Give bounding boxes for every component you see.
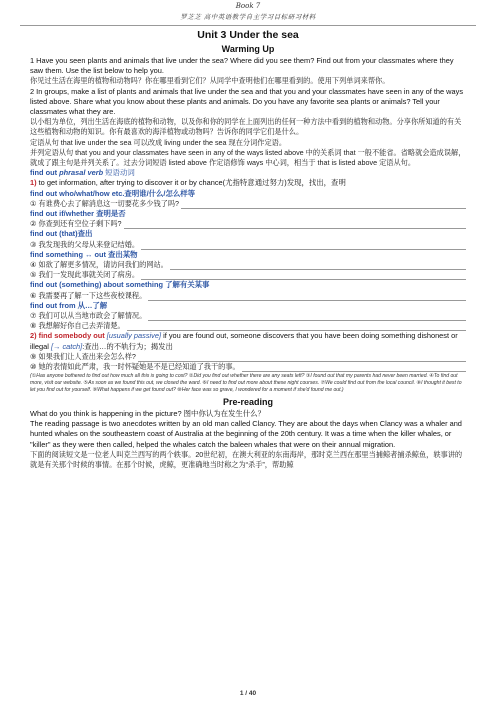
answer-line[interactable]: [141, 242, 466, 250]
example-4: [30, 260, 466, 270]
question-1-cn: 你见过生活在海里的植物和动物吗？你在哪里看到它们？从同学中查明他们在哪里看到的。使用下列单词来帮你。: [30, 76, 390, 86]
phrasal-heading: [30, 168, 466, 178]
answer-line[interactable]: [181, 201, 466, 209]
example-3-text: ③ 我发现我的父母从来登记结婚。: [30, 239, 140, 249]
pattern-5: find out (something) about something 了解有关某事: [30, 280, 210, 290]
phrasal-heading-cn: 短语动词: [103, 168, 135, 178]
pre-reading-passage-en: The reading passage is two anecdotes written by an old man called Clancy. They are about the days when Clancy was a whaler and hunted whales on the southeastern coast of Australia at the beginning of the 20th century. It was a time when the killer whales, or "killer" as they were then called, helped the whales catch the baleen whales that were on their annual migration.: [30, 419, 462, 449]
example-7: [30, 311, 466, 321]
grammar-note-1: 定语从句 that live under the sea 可以改成 living under the sea 现在分词作定语。: [30, 137, 287, 147]
definition-2-cn: :查出…的不轨行为；揭发出: [82, 341, 173, 351]
example-2: [30, 219, 466, 229]
definition-2-label: 2) find somebody out: [30, 331, 105, 341]
answer-line[interactable]: [141, 272, 466, 280]
definition-2-cross-ref: [→ catch]: [50, 341, 83, 351]
pre-reading-passage-cn: 下面的阅读短文是一位老人叫克兰西写的两个轶事。20世纪初，在澳大利亚的东南海岸，那时克兰西在那里当捕鲸者捕杀鲸鱼，轶事讲的就是有关那个时候的事情。在那个时候，虎鲸，更准确地当时称之为“杀手”，帮助鲸: [30, 449, 463, 470]
definition-2: [30, 331, 466, 351]
example-10-text: ⑩ 她的表情如此严肃，我一时怀疑她是不是已经知道了我干的事。: [30, 362, 240, 372]
pattern-3: find out (that)查出: [30, 229, 93, 239]
example-8-text: ⑧ 我想解好你自己去弄清楚。: [30, 321, 125, 331]
pattern-6: find out from 从…了解: [30, 300, 108, 310]
pattern-2: find out if/whether 查明是否: [30, 209, 126, 219]
definition-1: [30, 178, 466, 188]
example-9-text: ⑨ 如果我们让人查出来会怎么样?: [30, 351, 136, 361]
question-2-en: 2 In groups, make a list of plants and animals that live under the sea and that you and your classmates have seen in any of the ways listed above. Share what you know about these plants and animals. Do you have any favorite sea plants or animals? Tell your classmates what they are.: [30, 86, 464, 117]
header-book: Book 7: [235, 2, 261, 10]
example-6-text: ⑥ 我需要再了解一下这些夜校课程。: [30, 290, 147, 300]
example-9: [30, 352, 466, 362]
header-divider: [20, 25, 476, 26]
answer-line[interactable]: [138, 354, 466, 362]
definition-1-number: 1): [30, 178, 37, 188]
question-2-cn: 以小组为单位，列出生活在海底的植物和动物，以及你和你的同学在上面列出的任何一种方法中看到的植物和动物。分享你所知道的有关这些植物和动物的知识。你有最喜欢的海洋植物或动物吗？告诉你的同学它们是什么。: [30, 117, 462, 137]
answer-key: (①Has anyone bothered to find out how much all this is going to cost? ②Did you find out whether there are any seats left? ③I found out that my parents had never been married. ④To find out more, visit our website. ⑤As soon as we found this out, we closed the ward. ⑥I need to find out more about these night courses. ⑦We could find out from the local council. ⑧I thought it best to let you find out for yourself. ⑨What happens if we get found out? ⑩Her face was so grave, I wondered for a moment if she'd found me out.): [30, 373, 462, 394]
answer-line[interactable]: [148, 313, 466, 321]
answer-line[interactable]: [124, 221, 466, 229]
page-number: 1 / 40: [239, 690, 257, 697]
definition-2-text: if you are found out, someone discovers that you have been doing something dishonest or illegal: [30, 331, 458, 351]
answer-line[interactable]: [170, 262, 466, 270]
phrasal-heading-type: phrasal verb: [59, 168, 104, 178]
definition-2-usage-tag: [usually passive]: [106, 331, 162, 341]
answer-line[interactable]: [148, 293, 466, 301]
question-1-en: 1 Have you seen plants and animals that live under the sea? Where did you see them? Find out from your classmates where they saw them. Use the list below to help you.: [30, 56, 454, 76]
example-1-text: ① 有谁费心去了解消息这一切要花多少钱了吗?: [30, 198, 180, 208]
grammar-note-2: 并列定语从句 that you and your classmates have seen in any of the ways listed above 中的关系词 that 一般不能省。省略就会造成误解，就成了跟主句是并列关系了。过去分词短语 listed above 作定语修饰 ways 中心词，相当于 that is listed above 定语从句。: [30, 147, 466, 168]
example-5: [30, 270, 466, 280]
definition-1-text: to get information, after trying to discover it or by chance(尤指特意通过努力)发现，找出，查明: [36, 178, 346, 188]
pattern-1: find out who/what/how etc.查明谁/什么/怎么样等: [30, 188, 196, 198]
example-7-text: ⑦ 我们可以从当地市政会了解情况。: [30, 311, 147, 321]
example-10: [30, 362, 466, 372]
example-3: [30, 240, 466, 250]
example-1: [30, 199, 466, 209]
header-subtitle: 罗芝芝 高中英语教学自主学习目标研习材料: [180, 13, 316, 21]
phrasal-heading-label: find out: [30, 168, 60, 178]
example-2-text: ② 你查到还有空位子剩下吗?: [30, 219, 122, 229]
section-warming-up: Warming Up: [221, 44, 275, 54]
answer-line[interactable]: [242, 364, 466, 372]
example-6: [30, 291, 466, 301]
example-4-text: ④ 如欲了解更多情况，请访问我们的网站。: [30, 260, 168, 270]
answer-line[interactable]: [127, 323, 466, 331]
section-pre-reading: Pre-reading: [222, 397, 273, 408]
unit-title: Unit 3 Under the sea: [197, 29, 299, 41]
main-content: [30, 29, 466, 470]
example-5-text: ⑤ 我们一发现此事就关闭了病房。: [30, 270, 140, 280]
pre-reading-question: What do you think is happening in the picture? 图中你认为在发生什么？: [30, 409, 265, 419]
example-8: [30, 321, 466, 331]
pattern-4: find something ↔ out 查出某物: [30, 249, 138, 259]
